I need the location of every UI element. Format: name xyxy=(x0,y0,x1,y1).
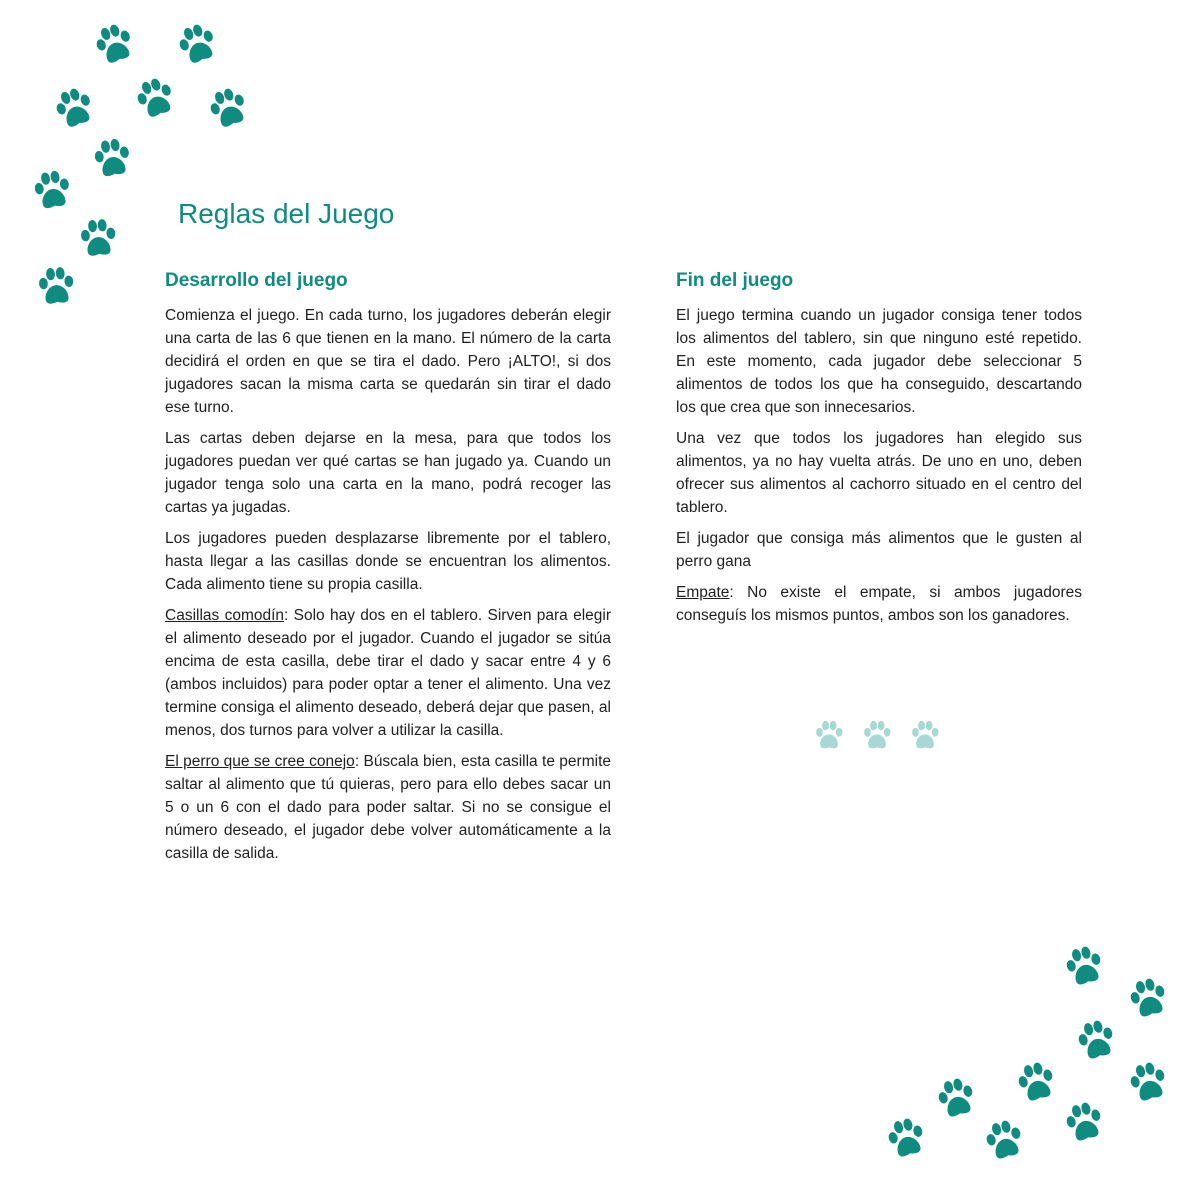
section-heading-fin: Fin del juego xyxy=(676,270,794,291)
paw-print-icon xyxy=(32,262,80,310)
paragraph-empate xyxy=(676,581,1082,627)
paragraph-perro-conejo xyxy=(165,750,611,865)
term-label: Casillas comodín xyxy=(165,607,285,624)
paragraph: El jugador que consiga más alimentos que le gusten al perro gana xyxy=(676,530,1082,570)
paw-print-icon xyxy=(1057,1095,1111,1149)
paw-print-icon xyxy=(908,718,942,752)
paragraph: Los jugadores pueden desplazarse libremente por el tablero, hasta llegar a las casillas donde se encuentran los alimentos. Cada alimento tiene su propia casilla. xyxy=(165,530,611,593)
term-label: Empate xyxy=(676,584,730,601)
paw-print-icon xyxy=(1069,1013,1123,1067)
section-desarrollo xyxy=(165,270,611,873)
paw-print-icon xyxy=(860,718,894,752)
paw-print-icon xyxy=(46,80,102,136)
section-fin xyxy=(676,270,1082,635)
paw-print-icon xyxy=(169,16,225,72)
decorative-paw-row xyxy=(812,718,952,754)
paw-print-icon xyxy=(879,1111,933,1165)
paw-print-icon xyxy=(87,133,138,184)
paw-print-icon xyxy=(1057,939,1111,993)
page-title: Reglas del Juego xyxy=(178,198,395,229)
paw-print-icon xyxy=(929,1071,983,1125)
term-label: El perro que se cree conejo xyxy=(165,753,355,770)
paragraph: Las cartas deben dejarse en la mesa, para que todos los jugadores puedan ver qué cartas se han jugado ya. Cuando un jugador tenga solo una carta en la mano, podrá recoger las cartas ya jugadas. xyxy=(165,430,611,516)
paragraph: El juego termina cuando un jugador consiga tener todos los alimentos del tablero, sin que ninguno esté repetido. En este momento, cada jugador debe seleccionar 5 alimentos de todos los que ha conseguido, descartando los que crea que son innecesarios. xyxy=(676,307,1082,416)
paw-print-icon xyxy=(27,165,78,216)
term-text: : Búscala bien, esta casilla te permite saltar al alimento que tú quieras, pero para ello debes sacar un 5 o un 6 con el dado para poder saltar. Si no se consigue el número deseado, el jugador debe volver automáticamente a la casilla de salida. xyxy=(165,753,611,862)
paw-print-icon xyxy=(1009,1055,1063,1109)
paw-print-icon xyxy=(1121,971,1175,1025)
paragraph-casillas-comodin xyxy=(165,604,611,742)
paw-print-icon xyxy=(1121,1055,1175,1109)
paragraph: Comienza el juego. En cada turno, los jugadores deberán elegir una carta de las 6 que tienen en la mano. El número de la carta decidirá el orden en que se tira el dado. Pero ¡ALTO!, si dos jugadores sacan la misma carta se quedarán sin tirar el dado ese turno. xyxy=(165,307,611,416)
paw-print-icon xyxy=(86,16,142,72)
term-text: : No existe el empate, si ambos jugadores conseguís los mismos puntos, ambos son los ganadores. xyxy=(676,584,1082,624)
paw-print-icon xyxy=(127,70,183,126)
paw-print-icon xyxy=(977,1113,1031,1167)
paragraph: Una vez que todos los jugadores han elegido sus alimentos, ya no hay vuelta atrás. De uno en uno, deben ofrecer sus alimentos al cachorro situado en el centro del tablero. xyxy=(676,430,1082,516)
term-text: : Solo hay dos en el tablero. Sirven para elegir el alimento deseado por el jugador. Cuando el jugador se sitúa encima de esta casilla, debe tirar el dado y sacar entre 4 y 6 (ambos incluidos) para poder optar a tener el alimento. Una vez termine consiga el alimento deseado, deberá dejar que pasen, al menos, dos turnos para volver a utilizar la casilla. xyxy=(165,607,611,739)
section-heading-desarrollo: Desarrollo del juego xyxy=(165,270,348,291)
paw-print-icon xyxy=(200,80,256,136)
paw-print-icon xyxy=(812,718,846,752)
paw-print-icon xyxy=(74,214,122,262)
